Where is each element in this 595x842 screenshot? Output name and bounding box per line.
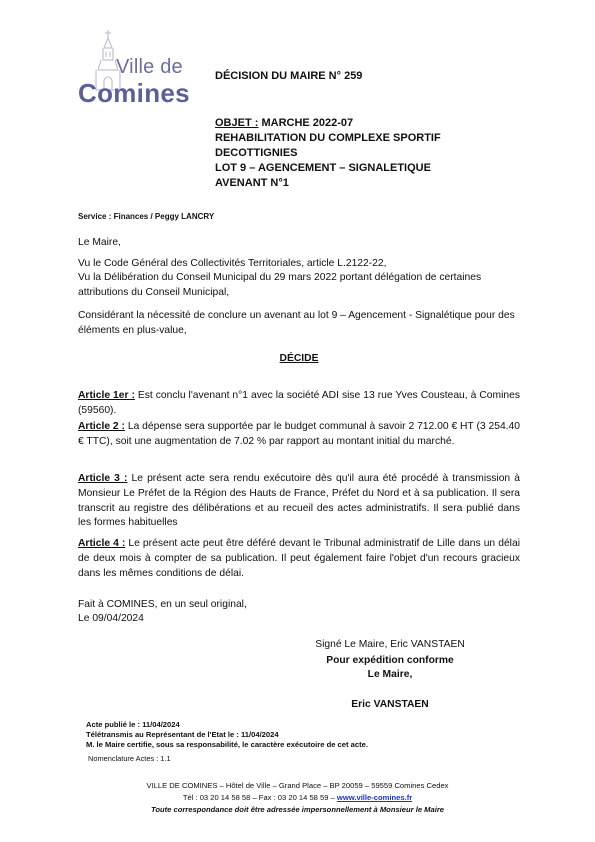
article-2 xyxy=(78,420,520,450)
signature-line-1: Signé Le Maire, Eric VANSTAEN xyxy=(315,639,465,650)
considerant: Considérant la nécessité de conclure un avenant au lot 9 – Agencement - Signalétique pour des éléments en plus-value, xyxy=(78,310,515,336)
article-1-label: Article 1er : xyxy=(78,390,135,401)
objet-line-4: LOT 9 – AGENCEMENT – SIGNALETIQUE xyxy=(215,162,431,174)
article-2-text: La dépense sera supportée par le budget communal à savoir 2 712.00 € HT (3 254.40 € TTC), soit une augmentation de 7.02 % par rapport au montant initial du marché. xyxy=(78,421,520,447)
article-4-label: Article 4 : xyxy=(78,538,126,549)
date: Le 09/04/2024 xyxy=(78,613,144,624)
article-4-text: Le présent acte peut être déféré devant le Tribunal administratif de Lille dans un délai de deux mois à compter de sa publication. Il peut également faire l'objet d'un recours gracieux dans les mêmes conditions de délai. xyxy=(78,538,520,579)
signature-line-4: Eric VANSTAEN xyxy=(351,699,429,710)
footer-note-text: Toute correspondance doit être adressée impersonnellement à Monsieur le Maire xyxy=(150,805,444,814)
fait-a: Fait à COMINES, en un seul original, xyxy=(78,599,247,610)
acte-certifie: M. le Maire certifie, sous sa responsabilité, le caractère exécutoire de cet acte. xyxy=(86,740,368,749)
logo-ville-de: Ville de xyxy=(116,56,183,78)
acte-teletransmis: Télétransmis au Représentant de l'Etat le : 11/04/2024 xyxy=(86,730,279,739)
signature-line-2: Pour expédition conforme xyxy=(326,655,454,666)
logo-comines: Comines xyxy=(78,78,190,108)
objet-label: OBJET : xyxy=(215,117,259,129)
objet-text: MARCHE 2022-07 xyxy=(258,117,354,129)
footer-address: VILLE DE COMINES – Hôtel de Ville – Grand Place – BP 20059 – 59559 Comines Cedex xyxy=(146,781,449,790)
article-2-label: Article 2 : xyxy=(78,421,125,432)
decide-heading: DÉCIDE xyxy=(279,353,319,364)
article-3-text: Le présent acte sera rendu exécutoire dès qu'il aura été procédé à transmission à Monsieur Le Préfet de la Région des Hauts de France, Préfet du Nord et à sa publication. Il sera transcrit au registre des délibérations et au recueil des actes administratifs. Il sera publié dans les formes habituelles xyxy=(78,473,520,529)
service-line: Service : Finances / Peggy LANCRY xyxy=(78,212,215,221)
article-3 xyxy=(78,472,520,531)
article-1-text: Est conclu l'avenant n°1 avec la société ADI sise 13 rue Yves Cousteau, à Comines (59560). xyxy=(78,390,520,416)
footer-website-link[interactable]: www.ville-comines.fr xyxy=(336,793,413,802)
footer-note xyxy=(0,805,595,816)
objet-line xyxy=(215,115,353,131)
footer-contact xyxy=(0,793,595,804)
article-3-label: Article 3 : xyxy=(78,473,128,484)
objet-line-3: DECOTTIGNIES xyxy=(215,147,298,159)
nomenclature: Nomenclature Actes : 1.1 xyxy=(88,754,171,763)
acte-publie: Acte publié le : 11/04/2024 xyxy=(86,720,180,729)
article-1 xyxy=(78,389,520,419)
decision-title: DÉCISION DU MAIRE N° 259 xyxy=(215,70,363,82)
vu-cgct: Vu le Code Général des Collectivités Territoriales, article L.2122-22, xyxy=(78,258,387,269)
signature-line-3: Le Maire, xyxy=(367,669,413,680)
objet-line-2: REHABILITATION DU COMPLEXE SPORTIF xyxy=(215,132,441,144)
footer-phone-fax: Tél : 03 20 14 58 58 – Fax : 03 20 14 58 59 – xyxy=(182,793,337,802)
salutation: Le Maire, xyxy=(78,237,121,248)
article-4 xyxy=(78,537,520,581)
objet-line-5: AVENANT N°1 xyxy=(215,177,289,189)
vu-deliberation: Vu la Délibération du Conseil Municipal du 29 mars 2022 portant délégation de certaines attributions du Conseil Municipal, xyxy=(78,272,482,298)
